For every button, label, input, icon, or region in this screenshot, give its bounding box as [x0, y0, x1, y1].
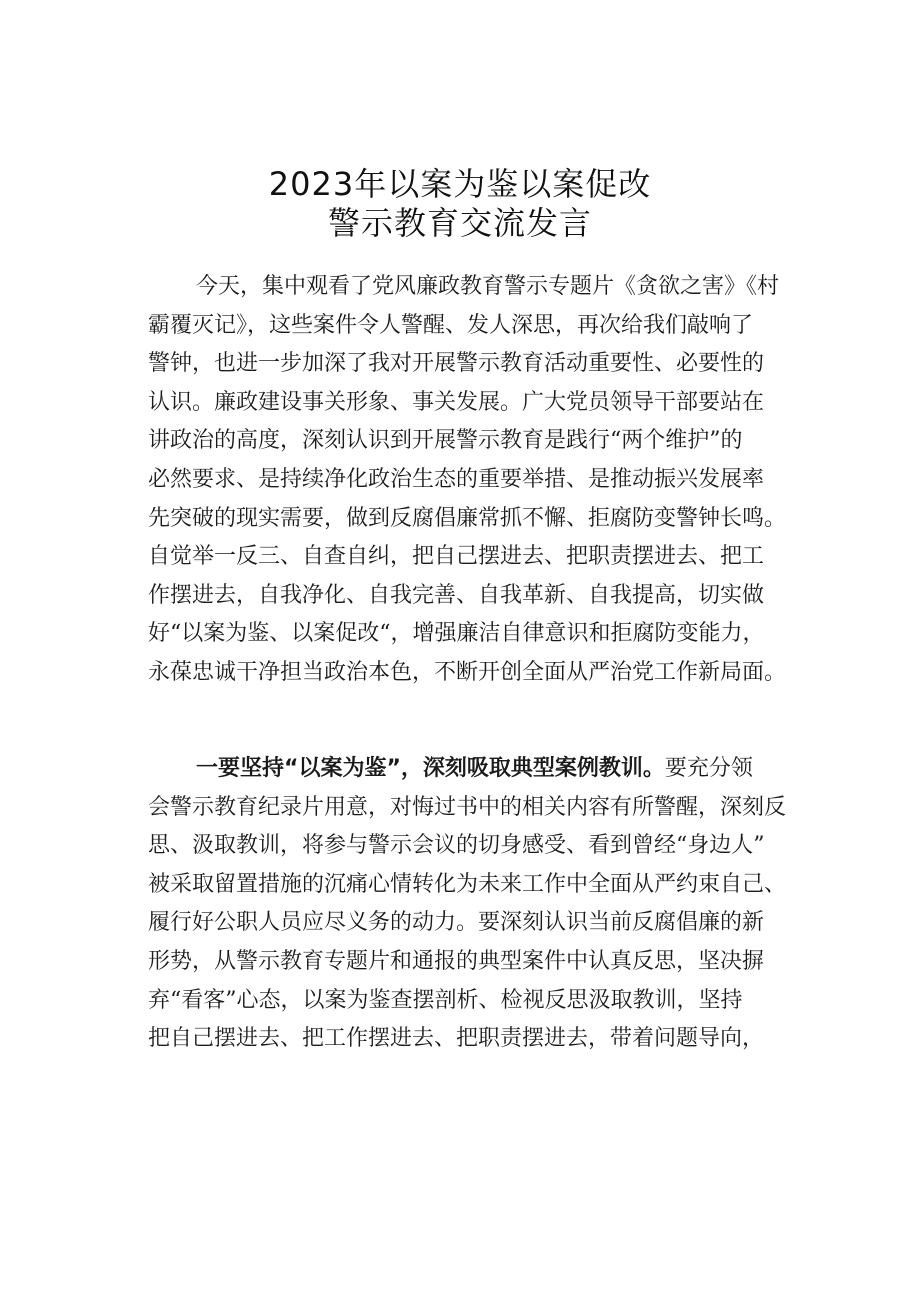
paragraph-2-first-line-rest: 要充分领	[664, 756, 753, 781]
paragraph-1-line: 作摆进去，自我净化、自我完善、自我革新、自我提高，切实做	[148, 582, 765, 608]
document-title-line-2: 警示教育交流发言	[327, 204, 592, 242]
paragraph-1-line: 认识。廉政建设事关形象、事关发展。广大党员领导干部要站在	[148, 389, 765, 415]
paragraph-1-line: 警钟，也进一步加深了我对开展警示教育活动重要性、必要性的	[148, 351, 765, 377]
paragraph-2	[148, 750, 788, 1059]
paragraph-2-line: 履行好公职人员应尽义务的动力。要深刻认识当前反腐倡廉的新	[148, 910, 765, 936]
paragraph-2-line: 把自己摆进去、把工作摆进去、把职责摆进去，带着问题导向，	[148, 1026, 765, 1052]
paragraph-2-line: 会警示教育纪录片用意，对悔过书中的相关内容有所警醒，深刻反	[148, 794, 787, 820]
paragraph-1	[148, 268, 788, 693]
paragraph-1-line: 好“以案为鉴、以案促改“，增强廉洁自律意识和拒腐防变能力，	[148, 621, 765, 647]
paragraph-2-line: 形势，从警示教育专题片和通报的典型案件中认真反思，坚决摒	[148, 948, 765, 974]
paragraph-1-line: 先突破的现实需要，做到反腐倡廉常抓不懈、拒腐防变警钟长鸣。	[148, 505, 787, 531]
paragraph-2-heading: 一要坚持“以案为鉴”，深刻吸取典型案例教训。	[196, 756, 665, 781]
paragraph-1-line: 今天，集中观看了党风廉政教育警示专题片《贪欲之害》《村	[196, 274, 780, 299]
paragraph-2-first-line	[148, 750, 788, 789]
paragraph-1-line: 自觉举一反三、自查自纠，把自己摆进去、把职责摆进去、把工	[148, 544, 765, 570]
paragraph-1-line: 讲政治的高度，深刻认识到开展警示教育是践行“两个维护”的	[148, 428, 743, 454]
paragraph-1-line: 永葆忠诚干净担当政治本色，不断开创全面从严治党工作新局面。	[148, 659, 787, 685]
paragraph-2-line: 被采取留置措施的沉痛心情转化为未来工作中全面从严约束自己、	[148, 871, 787, 897]
document-title-line-1: 2023年以案为鉴以案促改	[268, 165, 652, 203]
paragraph-1-line: 霸覆灭记》，这些案件令人警醒、发人深思，再次给我们敲响了	[148, 312, 754, 338]
paragraph-1-line: 必然要求、是持续净化政治生态的重要举措、是推动振兴发展率	[148, 466, 765, 492]
paragraph-2-line: 弃“看客”心态，以案为鉴查摆剖析、检视反思汲取教训，坚持	[148, 987, 743, 1013]
paragraph-2-line: 思、汲取教训，将参与警示会议的切身感受、看到曾经“身边人”	[148, 833, 765, 859]
